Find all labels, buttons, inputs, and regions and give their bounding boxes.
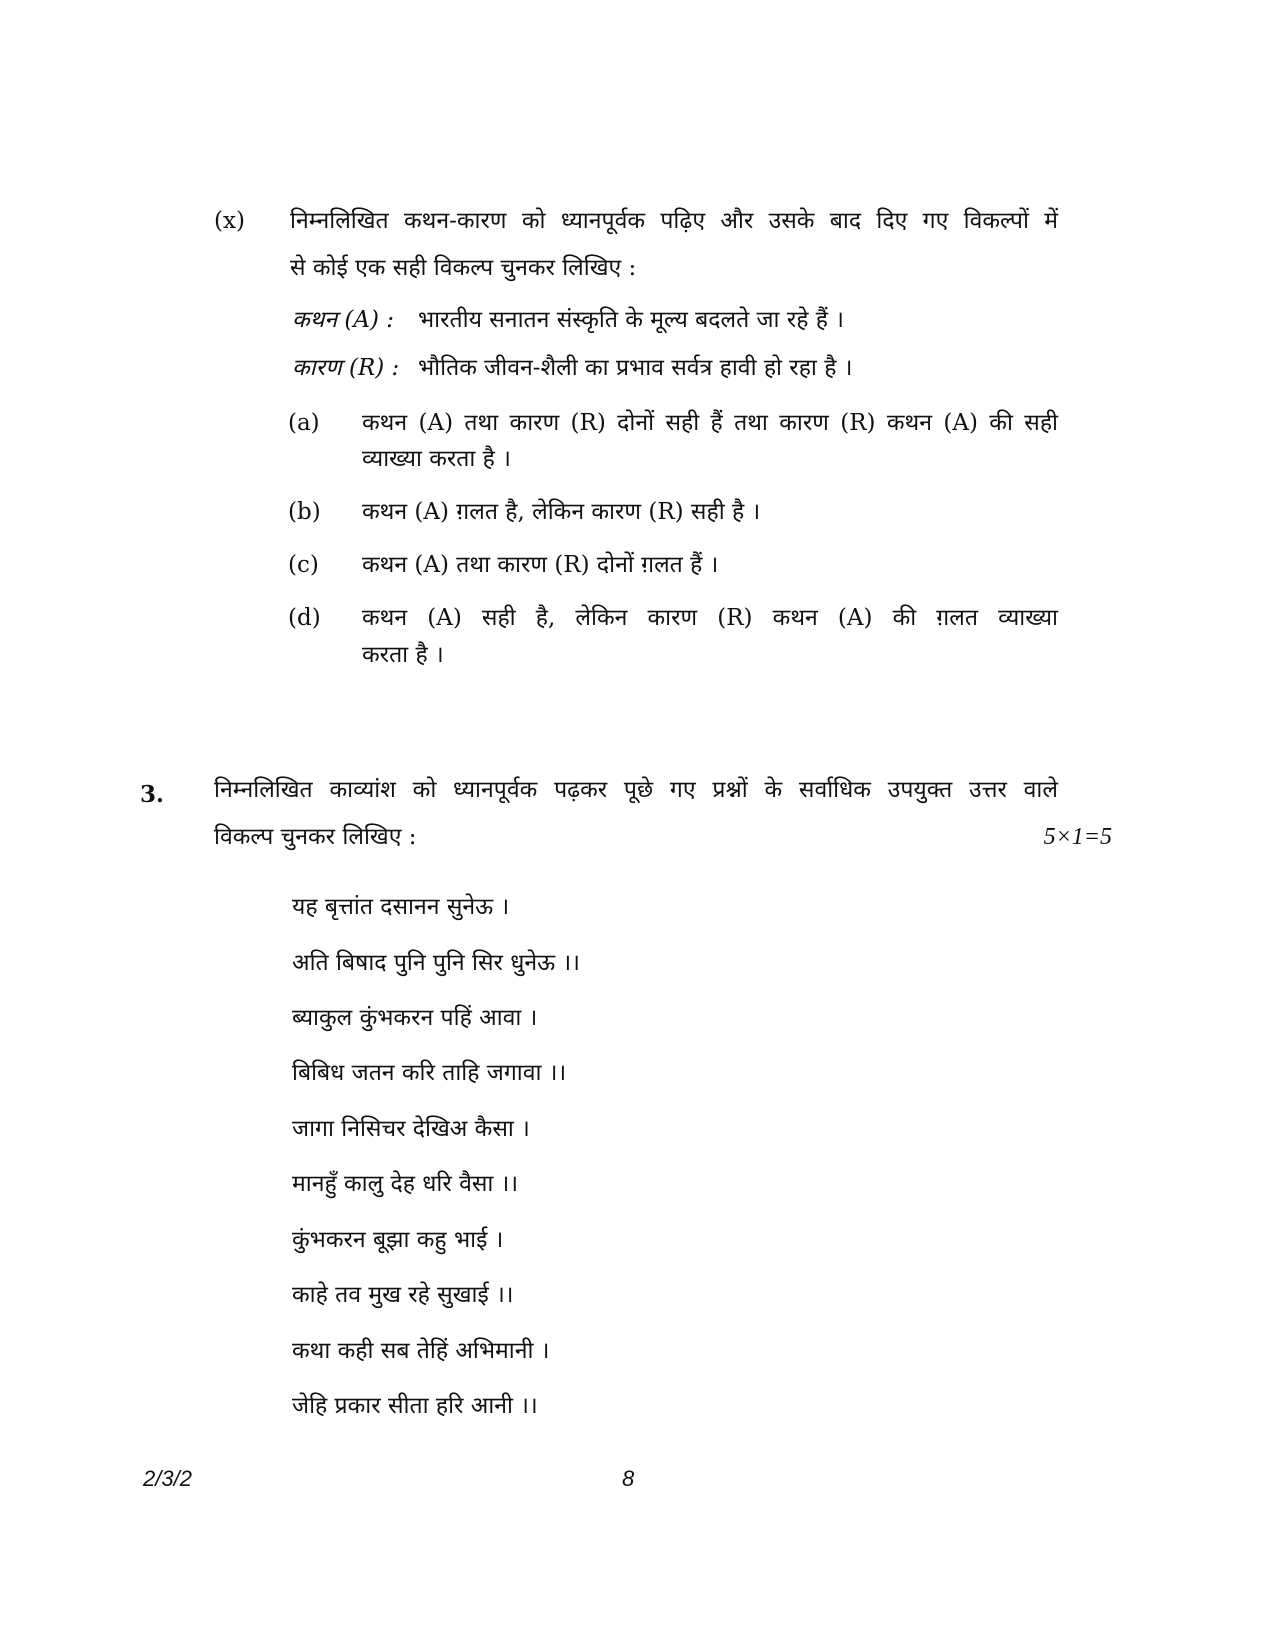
option-text-line-2: करता है ।	[362, 642, 444, 668]
verse-line: मानहुँ कालु देह धरि वैसा ।।	[292, 1171, 519, 1197]
instruction-line-2: विकल्प चुनकर लिखिए :	[214, 824, 417, 850]
verse-line: काहे तव मुख रहे सुखाई ।।	[292, 1282, 514, 1308]
verse-line: बिबिध जतन करि ताहि जगावा ।।	[292, 1060, 567, 1086]
verse-line: कथा कही सब तेहिं अभिमानी ।	[292, 1338, 550, 1364]
verse-line: जेहि प्रकार सीता हरि आनी ।।	[292, 1393, 538, 1419]
reason-text: भौतिक जीवन-शैली का प्रभाव सर्वत्र हावी हो रहा है ।	[418, 355, 853, 381]
instruction-line-1: निम्नलिखित कथन-कारण को ध्यानपूर्वक पढ़िए और उसके बाद दिए गए विकल्पों में	[290, 208, 1058, 234]
instruction-line-2: से कोई एक सही विकल्प चुनकर लिखिए :	[290, 255, 637, 281]
option-label: (d)	[288, 605, 321, 631]
marks-label: 5×1=5	[1043, 824, 1112, 850]
option-text-line-1: कथन (A) तथा कारण (R) दोनों सही हैं तथा कारण (R) कथन (A) की सही	[362, 410, 1058, 436]
option-text-line-1: कथन (A) ग़लत है, लेकिन कारण (R) सही है ।	[362, 499, 761, 525]
assertion-text: भारतीय सनातन संस्कृति के मूल्य बदलते जा रहे हैं ।	[418, 307, 845, 333]
verse-line: यह बृत्तांत दसानन सुनेऊ ।	[292, 894, 510, 920]
option-label: (a)	[288, 410, 320, 436]
assertion-label: कथन (A) :	[292, 307, 395, 333]
page-number: 8	[622, 1466, 635, 1491]
question-number: 3.	[140, 781, 165, 808]
option-label: (b)	[288, 499, 321, 525]
option-label: (c)	[288, 552, 319, 578]
verse-line: जागा निसिचर देखिअ कैसा ।	[292, 1116, 530, 1142]
option-text-line-1: कथन (A) तथा कारण (R) दोनों ग़लत हैं ।	[362, 552, 719, 578]
instruction-line-1: निम्नलिखित काव्यांश को ध्यानपूर्वक पढ़कर पूछे गए प्रश्नों के सर्वाधिक उपयुक्त उत्तर वाले	[214, 777, 1058, 803]
verse-line: कुंभकरन बूझा कहु भाई ।	[292, 1227, 504, 1253]
paper-code: 2/3/2	[143, 1466, 192, 1491]
verse-line: ब्याकुल कुंभकरन पहिं आवा ।	[292, 1005, 538, 1031]
reason-label: कारण (R) :	[292, 355, 400, 381]
verse-line: अति बिषाद पुनि पुनि सिर धुनेऊ ।।	[292, 950, 580, 976]
option-text-line-1: कथन (A) सही है, लेकिन कारण (R) कथन (A) की ग़लत व्याख्या	[362, 605, 1058, 631]
option-text-line-2: व्याख्या करता है ।	[362, 446, 511, 472]
subquestion-label: (x)	[214, 208, 245, 234]
